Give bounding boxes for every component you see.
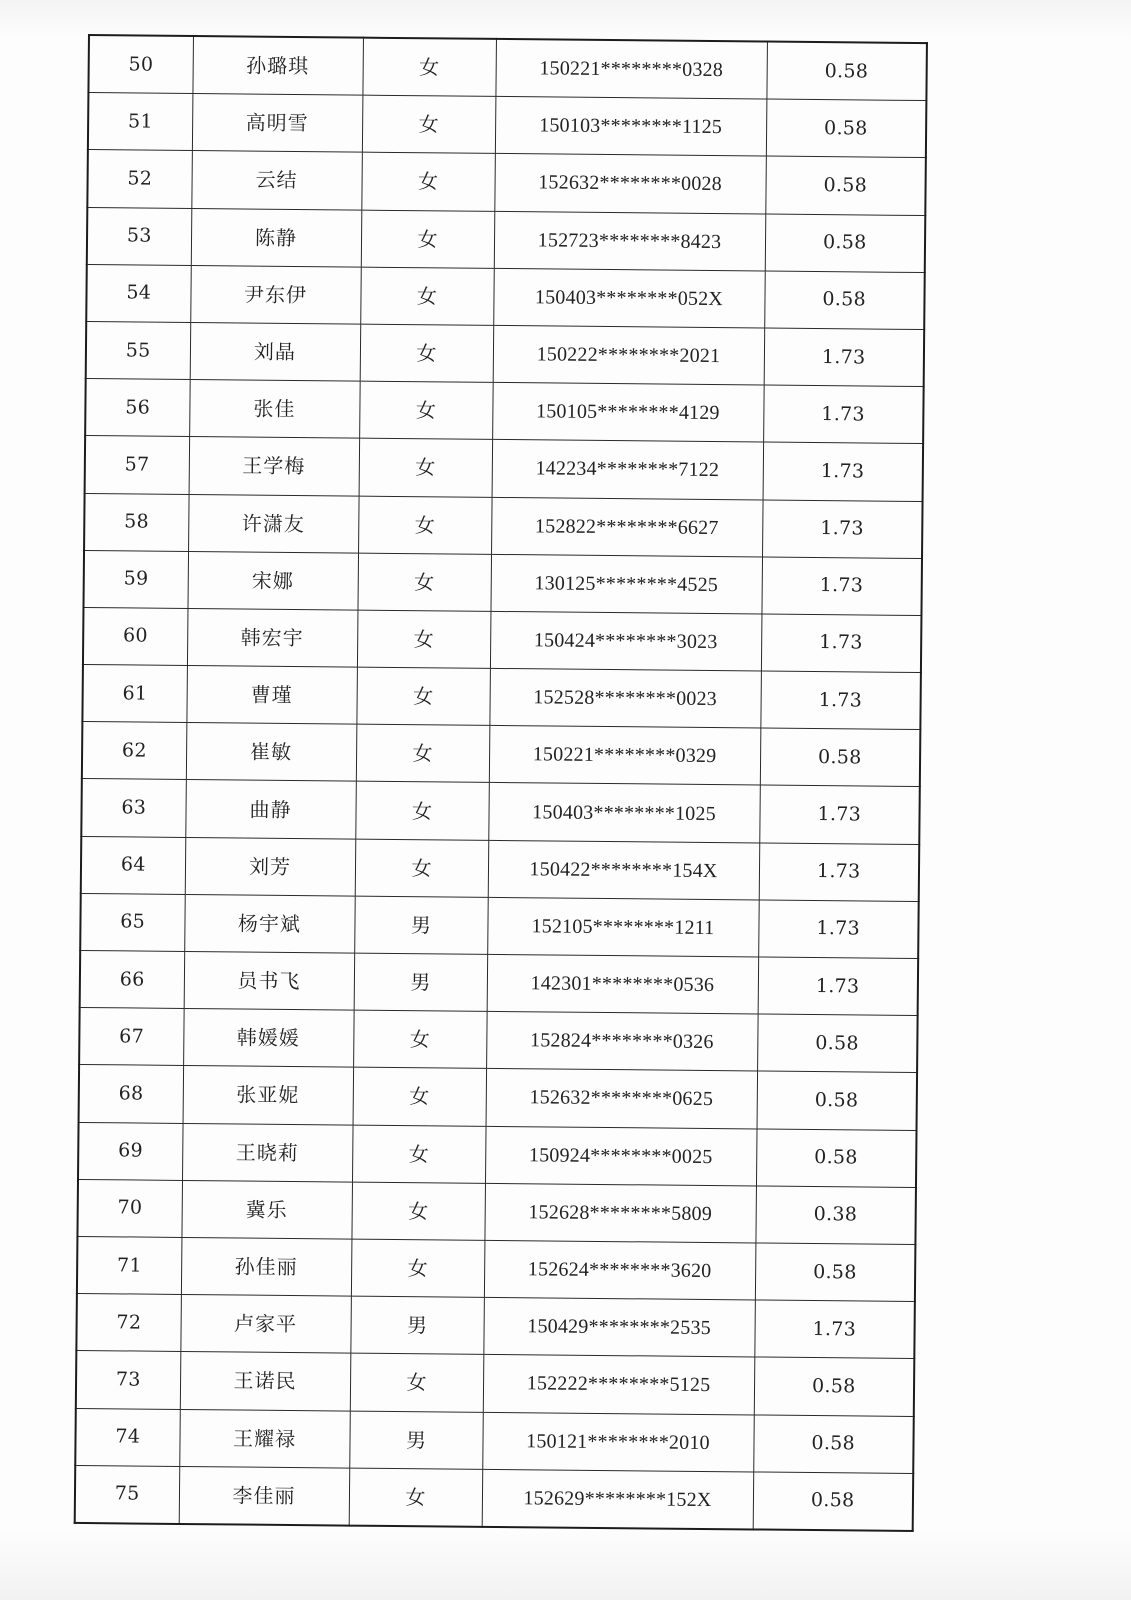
- value-cell: 1.73: [763, 385, 924, 444]
- id-number-cell: 150105********4129: [492, 383, 764, 443]
- id-number-cell: 130125********4525: [490, 554, 762, 614]
- gender-cell: 男: [350, 1296, 484, 1354]
- value-cell: 1.73: [754, 1300, 915, 1359]
- name-cell: 员书飞: [184, 951, 355, 1010]
- id-number-cell: 150221********0329: [489, 726, 761, 786]
- table-row: [79, 1008, 918, 1073]
- id-number-cell: 152629********152X: [482, 1469, 754, 1529]
- gender-cell: 女: [355, 782, 489, 840]
- value-cell: 0.58: [757, 1014, 918, 1073]
- row-number-cell: 71: [77, 1236, 182, 1294]
- gender-cell: 女: [361, 210, 495, 268]
- name-cell: 卢家平: [180, 1295, 351, 1354]
- id-number-cell: 152632********0028: [494, 154, 766, 214]
- value-cell: 0.58: [766, 99, 927, 158]
- id-number-cell: 152723********8423: [494, 211, 766, 271]
- table-row: [84, 493, 923, 558]
- value-cell: 1.73: [764, 328, 925, 387]
- name-cell: 李佳丽: [179, 1466, 350, 1525]
- id-number-cell: 152624********3620: [484, 1240, 756, 1300]
- row-number-cell: 50: [88, 35, 193, 94]
- id-number-cell: 142301********0536: [487, 954, 759, 1014]
- table-row: [76, 1351, 915, 1416]
- id-number-cell: 142234********7122: [492, 440, 764, 500]
- name-cell: 曹瑾: [186, 666, 357, 725]
- table-row: [82, 665, 921, 730]
- value-cell: 0.58: [765, 214, 926, 273]
- row-number-cell: 75: [75, 1465, 180, 1524]
- row-number-cell: 59: [83, 550, 188, 608]
- name-cell: 刘芳: [185, 837, 356, 896]
- name-cell: 韩媛媛: [183, 1009, 354, 1068]
- gender-cell: 男: [354, 896, 488, 954]
- id-number-cell: 150103********1125: [495, 97, 767, 157]
- gender-cell: 女: [355, 839, 489, 897]
- id-number-cell: 150424********3023: [490, 611, 762, 671]
- gender-cell: 女: [357, 553, 491, 611]
- table-row: [87, 207, 926, 272]
- table-row: [86, 321, 925, 386]
- value-cell: 0.58: [756, 1129, 917, 1188]
- name-cell: 韩宏宇: [187, 608, 358, 667]
- id-number-cell: 152528********0023: [489, 668, 761, 728]
- name-cell: 崔敏: [186, 723, 357, 782]
- gender-cell: 女: [359, 438, 493, 496]
- value-cell: 0.58: [753, 1414, 914, 1473]
- name-cell: 王诺民: [180, 1352, 351, 1411]
- value-cell: 0.58: [753, 1472, 914, 1531]
- roster-table: [74, 34, 928, 1532]
- id-number-cell: 150429********2535: [483, 1297, 755, 1357]
- id-number-cell: 152105********1211: [487, 897, 759, 957]
- row-number-cell: 52: [87, 150, 192, 208]
- value-cell: 1.73: [761, 614, 922, 673]
- table-row: [83, 550, 922, 615]
- row-number-cell: 74: [75, 1408, 180, 1466]
- row-number-cell: 72: [76, 1294, 181, 1352]
- value-cell: 0.58: [765, 156, 926, 215]
- row-number-cell: 61: [82, 665, 187, 723]
- name-cell: 王晓莉: [182, 1123, 353, 1182]
- row-number-cell: 66: [80, 950, 185, 1008]
- table-row: [80, 893, 919, 958]
- gender-cell: 女: [351, 1182, 485, 1240]
- value-cell: 1.73: [759, 843, 920, 902]
- id-number-cell: 150924********0025: [485, 1126, 757, 1186]
- gender-cell: 女: [352, 1125, 486, 1183]
- table-row: [81, 836, 920, 901]
- name-cell: 张佳: [189, 380, 360, 439]
- gender-cell: 男: [349, 1411, 483, 1469]
- row-number-cell: 64: [81, 836, 186, 894]
- value-cell: 0.58: [755, 1243, 916, 1302]
- id-number-cell: 150422********154X: [488, 840, 760, 900]
- id-number-cell: 152632********0625: [486, 1069, 758, 1129]
- gender-cell: 女: [360, 324, 494, 382]
- value-cell: 0.38: [755, 1186, 916, 1245]
- name-cell: 尹东伊: [190, 265, 361, 324]
- name-cell: 孙佳丽: [181, 1237, 352, 1296]
- name-cell: 冀乐: [181, 1180, 352, 1239]
- id-number-cell: 152222********5125: [483, 1355, 755, 1415]
- value-cell: 0.58: [764, 271, 925, 330]
- name-cell: 许潇友: [188, 494, 359, 553]
- table-row: [88, 93, 927, 158]
- value-cell: 0.58: [766, 42, 927, 101]
- table-row: [78, 1122, 917, 1187]
- table-row: [77, 1236, 916, 1301]
- row-number-cell: 55: [86, 321, 191, 379]
- id-number-cell: 150222********2021: [493, 325, 765, 385]
- table-row: [87, 150, 926, 215]
- name-cell: 杨宇斌: [184, 894, 355, 953]
- scan-shade-bottom: [0, 1530, 1131, 1600]
- id-number-cell: 150221********0328: [495, 39, 767, 99]
- value-cell: 1.73: [761, 557, 922, 616]
- gender-cell: 女: [349, 1468, 483, 1527]
- id-number-cell: 152628********5809: [484, 1183, 756, 1243]
- row-number-cell: 60: [83, 607, 188, 665]
- table-row: [81, 779, 920, 844]
- gender-cell: 女: [362, 38, 496, 97]
- name-cell: 云结: [191, 151, 362, 210]
- row-number-cell: 67: [79, 1008, 184, 1066]
- name-cell: 刘晶: [190, 322, 361, 381]
- row-number-cell: 70: [77, 1179, 182, 1237]
- id-number-cell: 150403********1025: [488, 783, 760, 843]
- table-row: [85, 379, 924, 444]
- gender-cell: 女: [356, 724, 490, 782]
- table-row: [85, 436, 924, 501]
- table-row: [88, 35, 927, 101]
- table-row: [75, 1465, 914, 1531]
- gender-cell: 女: [360, 267, 494, 325]
- id-number-cell: 152824********0326: [486, 1012, 758, 1072]
- table-row: [76, 1294, 915, 1359]
- gender-cell: 女: [362, 95, 496, 153]
- value-cell: 0.58: [757, 1071, 918, 1130]
- table-row: [75, 1408, 914, 1473]
- gender-cell: 女: [361, 153, 495, 211]
- row-number-cell: 65: [80, 893, 185, 951]
- name-cell: 张亚妮: [183, 1066, 354, 1125]
- row-number-cell: 62: [82, 722, 187, 780]
- row-number-cell: 63: [81, 779, 186, 837]
- roster-table-body: [75, 35, 927, 1531]
- value-cell: 0.58: [754, 1357, 915, 1416]
- name-cell: 曲静: [185, 780, 356, 839]
- gender-cell: 女: [350, 1353, 484, 1411]
- table-container: [74, 34, 926, 1532]
- table-row: [82, 722, 921, 787]
- value-cell: 1.73: [759, 785, 920, 844]
- row-number-cell: 51: [88, 93, 193, 151]
- value-cell: 1.73: [762, 499, 923, 558]
- name-cell: 王学梅: [189, 437, 360, 496]
- gender-cell: 女: [359, 381, 493, 439]
- row-number-cell: 69: [78, 1122, 183, 1180]
- value-cell: 1.73: [763, 442, 924, 501]
- name-cell: 王耀禄: [179, 1409, 350, 1468]
- gender-cell: 女: [353, 1067, 487, 1125]
- gender-cell: 女: [351, 1239, 485, 1297]
- name-cell: 宋娜: [187, 551, 358, 610]
- gender-cell: 女: [356, 667, 490, 725]
- gender-cell: 女: [353, 1010, 487, 1068]
- row-number-cell: 57: [85, 436, 190, 494]
- table-row: [80, 950, 919, 1015]
- gender-cell: 女: [357, 610, 491, 668]
- value-cell: 1.73: [758, 957, 919, 1016]
- value-cell: 0.58: [760, 728, 921, 787]
- value-cell: 1.73: [760, 671, 921, 730]
- gender-cell: 女: [358, 496, 492, 554]
- id-number-cell: 152822********6627: [491, 497, 763, 557]
- table-row: [77, 1179, 916, 1244]
- value-cell: 1.73: [758, 900, 919, 959]
- row-number-cell: 68: [79, 1065, 184, 1123]
- name-cell: 高明雪: [192, 94, 363, 153]
- table-row: [86, 264, 925, 329]
- table-row: [79, 1065, 918, 1130]
- row-number-cell: 54: [86, 264, 191, 322]
- row-number-cell: 53: [87, 207, 192, 265]
- table-row: [83, 607, 922, 672]
- name-cell: 孙璐琪: [192, 36, 363, 95]
- row-number-cell: 58: [84, 493, 189, 551]
- row-number-cell: 73: [76, 1351, 181, 1409]
- gender-cell: 男: [354, 953, 488, 1011]
- row-number-cell: 56: [85, 379, 190, 437]
- name-cell: 陈静: [191, 208, 362, 267]
- id-number-cell: 150121********2010: [482, 1412, 754, 1472]
- id-number-cell: 150403********052X: [493, 268, 765, 328]
